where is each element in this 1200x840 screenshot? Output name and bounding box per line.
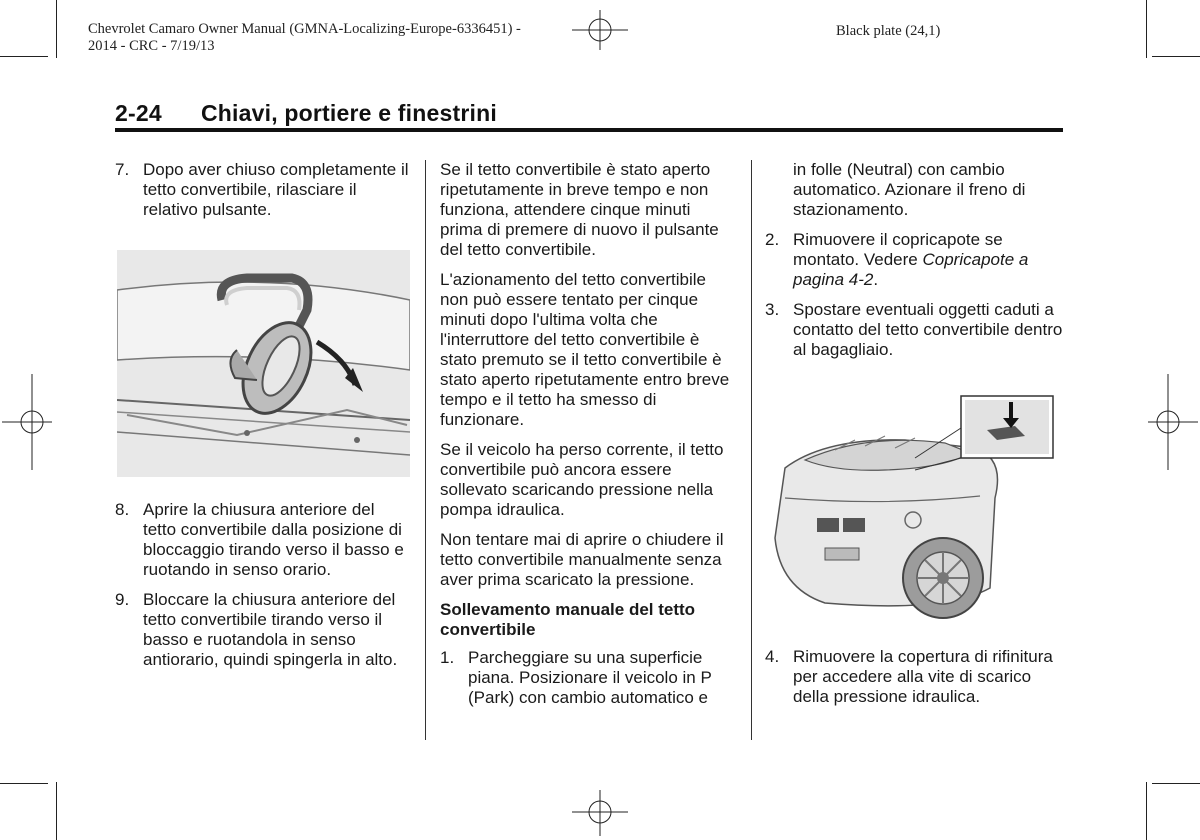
step-number: 7.	[115, 160, 130, 179]
crop-mark	[0, 56, 48, 57]
print-header	[88, 21, 521, 55]
section-heading	[115, 100, 497, 127]
crop-mark	[1152, 783, 1200, 784]
step-continuation: in folle (Neutral) con cambio automatico. Azionare il freno di stazionamento.	[793, 160, 1026, 219]
step-number: 1.	[440, 648, 455, 667]
step-number: 9.	[115, 590, 130, 609]
print-header-line1: Chevrolet Camaro Owner Manual (GMNA-Localizing-Europe-6336451) -	[88, 21, 521, 37]
list-item	[765, 300, 1063, 360]
crop-mark	[1146, 0, 1147, 58]
paragraph: L'azionamento del tetto convertibile non può essere tentato per cinque minuti dopo l'ultima volta che l'interruttore del tetto convertibile è stato premuto se il tetto convertibile è stato aperto ripetutamente entro breve tempo e il tetto ha smesso di funzionare.	[440, 270, 730, 429]
list-item	[115, 590, 410, 670]
cross-reference-link[interactable]: Copricapote a pagina 4-2	[793, 250, 1029, 289]
car-trunk-illustration	[765, 388, 1061, 624]
column-divider	[425, 160, 426, 740]
step-number: 4.	[765, 647, 780, 666]
step-text: Parcheggiare su una superficie piana. Posizionare il veicolo in P (Park) con cambio automatico e	[468, 648, 712, 707]
registration-mark-icon	[2, 374, 52, 470]
print-header-line2: 2014 - CRC - 7/19/13	[88, 38, 215, 54]
step-text: Dopo aver chiuso completamente il tetto convertibile, rilasciare il relativo pulsante.	[143, 160, 409, 219]
crop-mark	[1146, 782, 1147, 840]
registration-mark-icon	[572, 790, 628, 836]
subheading: Sollevamento manuale del tetto convertibile	[440, 600, 696, 639]
column-2	[440, 160, 736, 718]
list-item	[765, 647, 1063, 707]
step-text-part: .	[873, 270, 879, 289]
crop-mark	[1152, 56, 1200, 57]
step-text: Spostare eventuali oggetti caduti a contatto del tetto convertibile dentro al bagagliaio.	[793, 300, 1063, 359]
registration-mark-icon	[1148, 374, 1198, 470]
paragraph: Se il veicolo ha perso corrente, il tetto convertibile può ancora essere sollevato scaricando pressione nella pompa idraulica.	[440, 440, 724, 519]
section-title: Chiavi, portiere e finestrini	[201, 100, 497, 126]
column-3	[765, 160, 1063, 717]
step-text: Aprire la chiusura anteriore del tetto convertibile dalla posizione di bloccaggio tirando verso il basso e ruotando in senso orario.	[143, 500, 404, 579]
roof-latch-illustration	[117, 250, 410, 477]
paragraph: Non tentare mai di aprire o chiudere il tetto convertibile manualmente senza aver prima scaricato la pressione.	[440, 530, 724, 589]
paragraph: Se il tetto convertibile è stato aperto ripetutamente in breve tempo e non funziona, attendere cinque minuti prima di premere di nuovo il pulsante del tetto convertibile.	[440, 160, 719, 259]
step-number: 8.	[115, 500, 130, 519]
step-text-part: Rimuovere il copricapote se montato. Vedere	[793, 230, 1003, 269]
heading-rule	[115, 128, 1063, 132]
plate-label: Black plate (24,1)	[836, 23, 941, 39]
section-number: 2-24	[115, 100, 162, 126]
step-text: Rimuovere la copertura di rifinitura per accedere alla vite di scarico della pressione idraulica.	[793, 647, 1053, 706]
column-1	[115, 160, 410, 680]
crop-mark	[0, 783, 48, 784]
step-text: Bloccare la chiusura anteriore del tetto convertibile tirando verso il basso e ruotandola in senso antiorario, quindi spingerla in alto.	[143, 590, 398, 669]
step-number: 2.	[765, 230, 780, 249]
crop-mark	[56, 782, 57, 840]
crop-mark	[56, 0, 57, 58]
registration-mark-icon	[572, 10, 628, 50]
list-item	[115, 160, 410, 220]
list-item	[440, 648, 736, 708]
list-item	[115, 500, 410, 580]
step-number: 3.	[765, 300, 780, 319]
column-divider	[751, 160, 752, 740]
step-text	[793, 230, 1028, 289]
list-item	[765, 230, 1063, 290]
